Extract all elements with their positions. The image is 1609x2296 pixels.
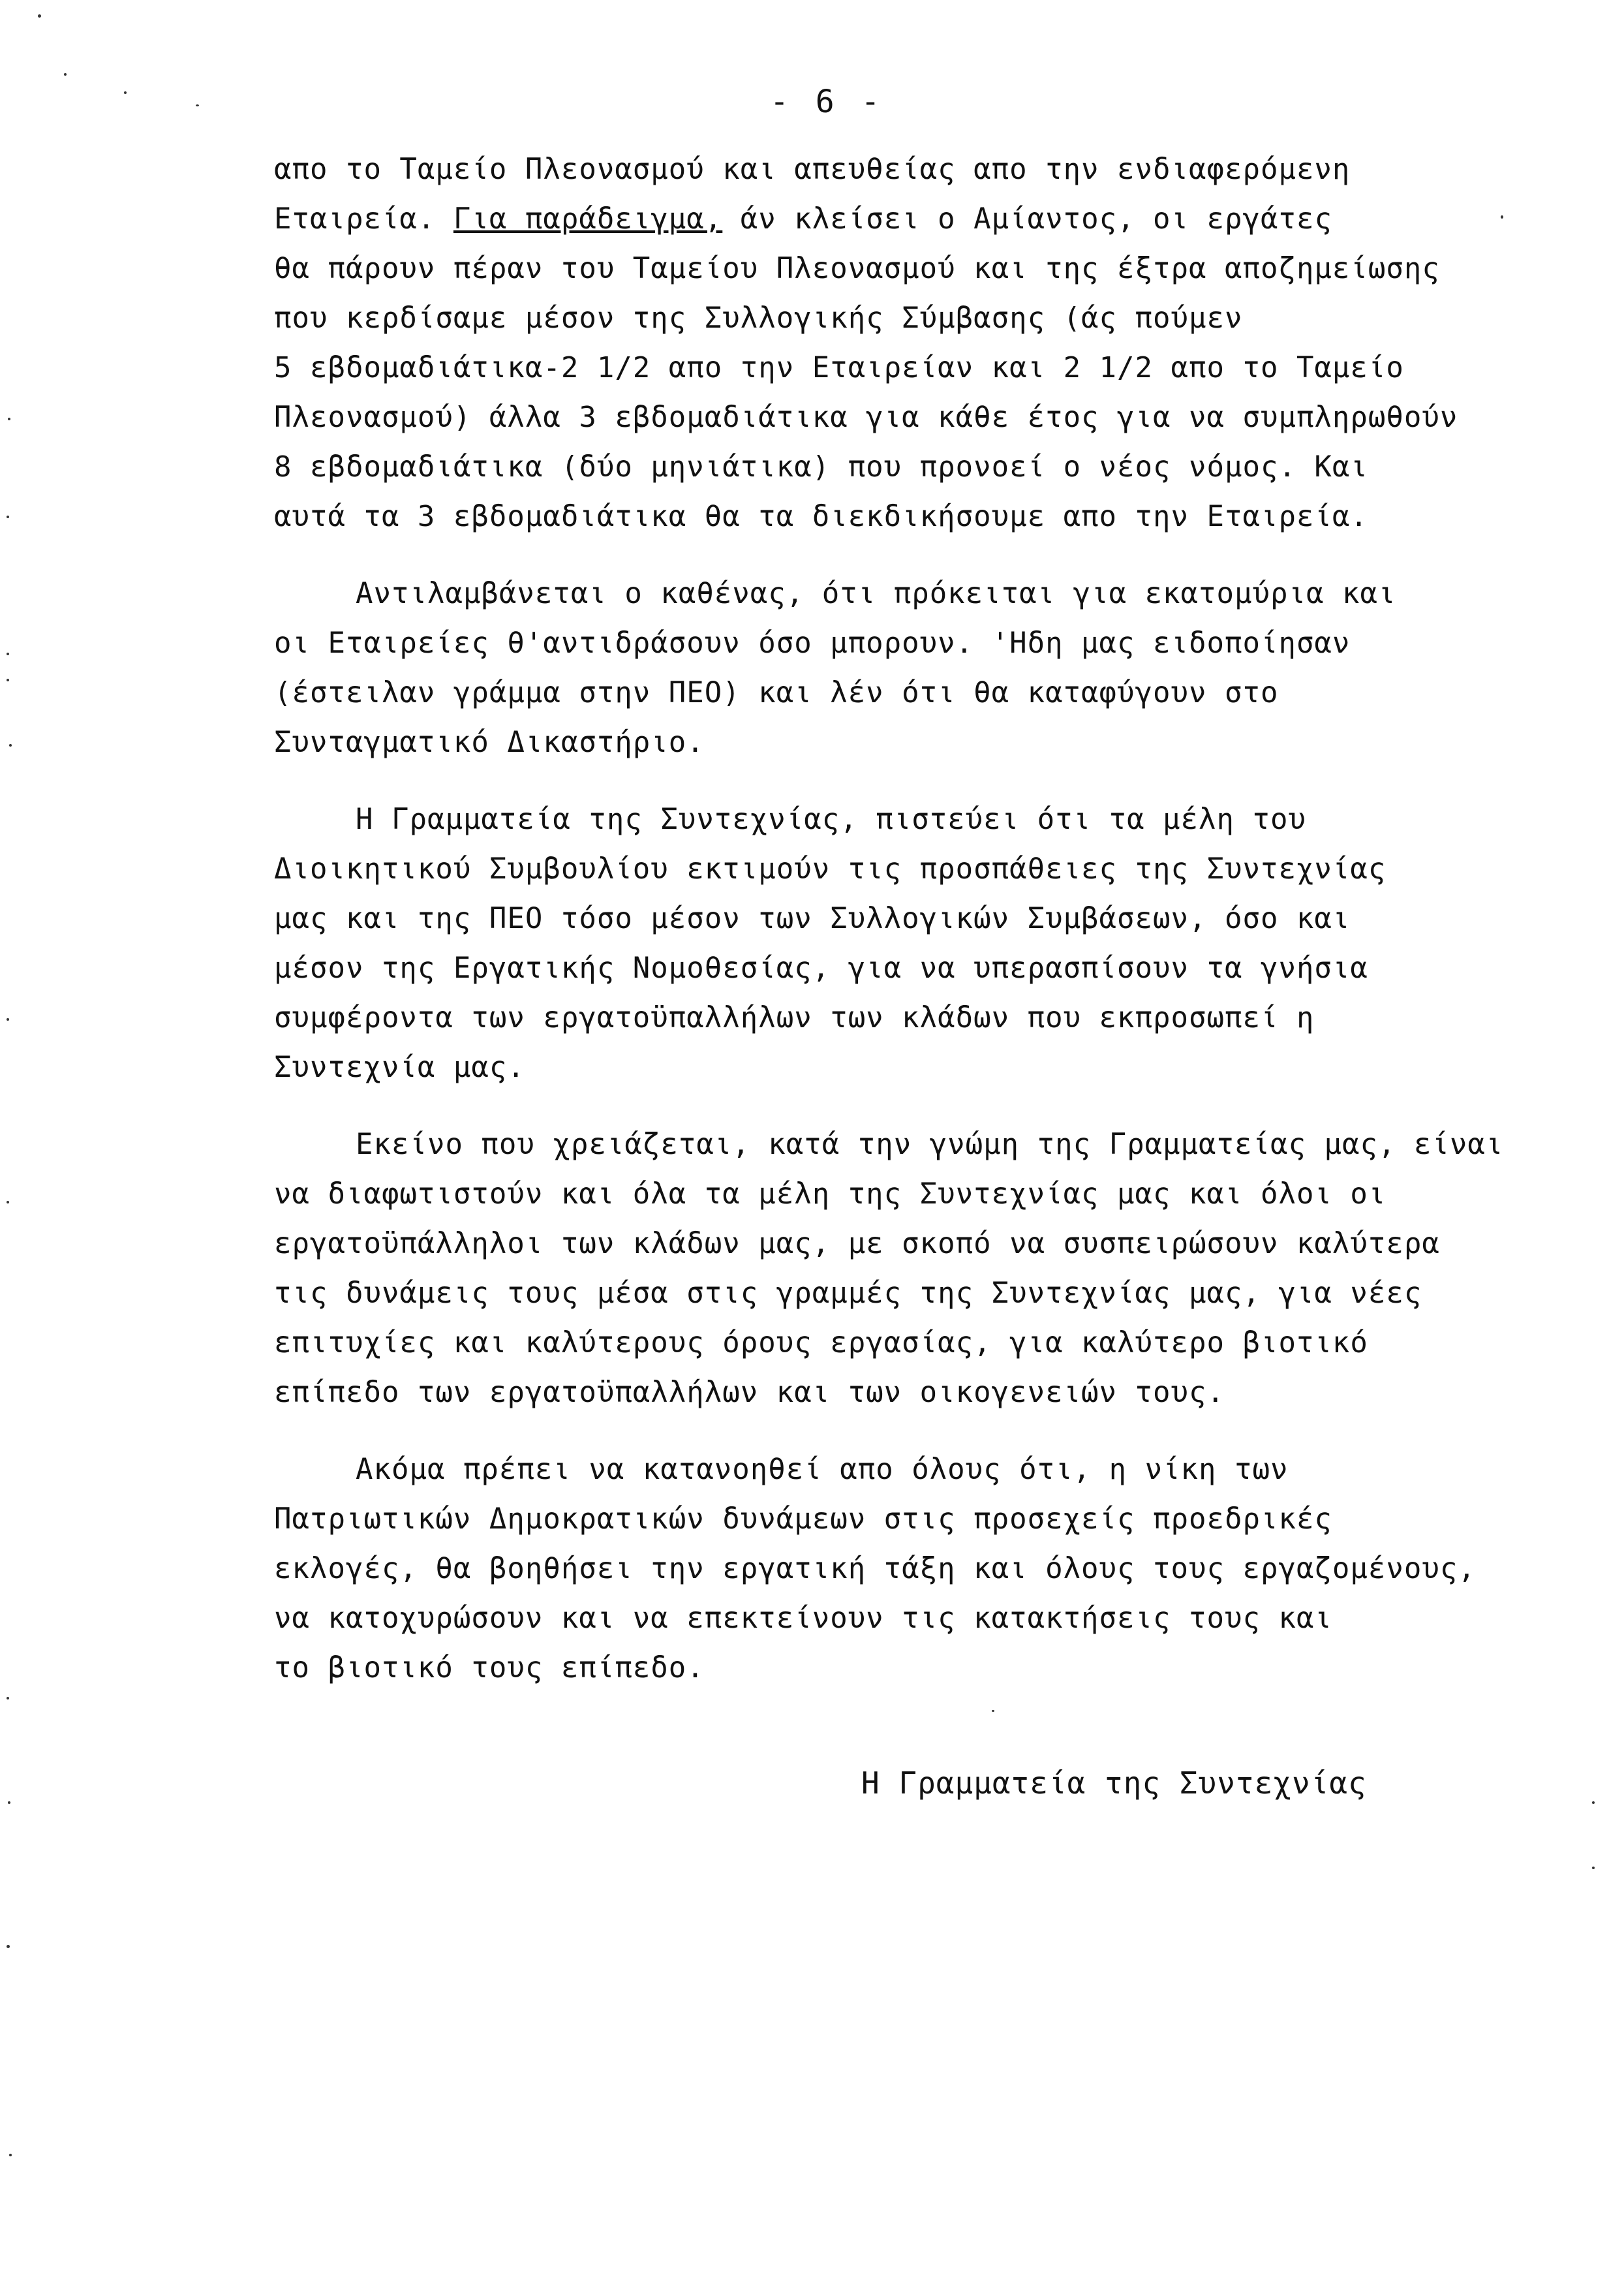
paragraph-2 (274, 569, 1572, 768)
text-line: 5 εβδομαδιάτικα-2 1/2 απο την Εταιρείαν και 2 1/2 απο το Ταμείο (274, 351, 1404, 384)
text-line: Συνταγματικό Δικαστήριο. (274, 726, 705, 759)
paragraph-4 (274, 1120, 1572, 1418)
text-line: επίπεδο των εργατοϋπαλλήλων και των οικογενειών τους. (274, 1376, 1225, 1409)
scan-speck (7, 653, 9, 655)
text-line: επιτυχίες και καλύτερους όρους εργασίας, για καλύτερο βιοτικό (274, 1326, 1368, 1359)
paragraph-1 (274, 145, 1572, 542)
text-line: τις δυνάμεις τους μέσα στις γραμμές της Συντεχνίας μας, για νέες (274, 1277, 1422, 1310)
scan-speck (9, 2154, 12, 2156)
scan-speck (1501, 215, 1503, 219)
scan-speck (196, 104, 199, 106)
scan-speck (1592, 1801, 1595, 1804)
paragraph-spacer (274, 1418, 1572, 1445)
page-number: - 6 - (770, 84, 884, 120)
signature-line: Η Γραμματεία της Συντεχνίας (861, 1765, 1367, 1801)
scan-speck (64, 73, 67, 76)
text-line: που κερδίσαμε μέσον της Συλλογικής Σύμβασης (άς πούμεν (274, 302, 1243, 335)
scan-speck (7, 1697, 9, 1699)
text-segment: άν κλείσει ο Αμίαντος, οι εργάτες (722, 202, 1332, 236)
scan-speck (7, 679, 9, 681)
text-line: αυτά τα 3 εβδομαδιάτικα θα τα διεκδικήσουμε απο την Εταιρεία. (274, 500, 1368, 533)
document-body (274, 145, 1572, 1693)
paragraph-spacer (274, 768, 1572, 795)
scan-speck (7, 1945, 10, 1948)
text-segment: Εταιρεία. (274, 202, 436, 236)
text-line: απο το Ταμείο Πλεονασμού και απευθείας απο την ενδιαφερόμενη (274, 153, 1351, 186)
scan-speck (7, 516, 9, 518)
text-line: να διαφωτιστούν και όλα τα μέλη της Συντεχνίας μας και όλοι οι (274, 1177, 1387, 1211)
scan-speck (38, 14, 41, 18)
text-line: μέσον της Εργατικής Νομοθεσίας, για να υπερασπίσουν τα γνήσια (274, 952, 1368, 985)
text-line: οι Εταιρείες θ'αντιδράσουν όσο μπορουν. 'Ηδη μας ειδοποίησαν (274, 627, 1351, 660)
text-line: Εκείνο που χρειάζεται, κατά την γνώμη της Γραμματείας μας, είναι (356, 1128, 1504, 1161)
scan-speck (992, 1710, 994, 1712)
text-line (274, 194, 1572, 244)
text-line: συμφέροντα των εργατοϋπαλλήλων των κλάδων που εκπροσωπεί η (274, 1001, 1315, 1034)
text-line: εκλογές, θα βοηθήσει την εργατική τάξη και όλους τους εργαζομένους, (274, 1552, 1476, 1585)
text-line: Η Γραμματεία της Συντεχνίας, πιστεύει ότι τα μέλη του (356, 803, 1306, 836)
text-line: το βιοτικό τους επίπεδο. (274, 1651, 705, 1684)
scan-speck (7, 1201, 9, 1203)
scan-speck (1592, 1867, 1595, 1869)
paragraph-3 (274, 795, 1572, 1093)
scan-speck (8, 1801, 10, 1804)
text-line: Συντεχνία μας. (274, 1051, 525, 1084)
scan-speck (8, 418, 10, 420)
paragraph-5 (274, 1445, 1572, 1693)
text-line: (έστειλαν γράμμα στην ΠΕΟ) και λέν ότι θα καταφύγουν στο (274, 676, 1279, 709)
text-line: Πλεονασμού) άλλα 3 εβδομαδιάτικα για κάθε έτος για να συμπληρωθούν (274, 401, 1458, 434)
scan-speck (124, 91, 127, 94)
paragraph-spacer (274, 1093, 1572, 1120)
text-line: μας και της ΠΕΟ τόσο μέσον των Συλλογικών Συμβάσεων, όσο και (274, 902, 1351, 935)
text-line: εργατοϋπάλληλοι των κλάδων μας, με σκοπό να συσπειρώσουν καλύτερα (274, 1227, 1440, 1260)
text-line: Ακόμα πρέπει να κατανοηθεί απο όλους ότι, η νίκη των (356, 1453, 1289, 1486)
scan-speck (7, 1018, 9, 1021)
underlined-phrase: Για παράδειγμα, (453, 202, 723, 236)
text-line: 8 εβδομαδιάτικα (δύο μηνιάτικα) που προνοεί ο νέος νόμος. Και (274, 450, 1368, 484)
text-line: θα πάρουν πέραν του Ταμείου Πλεονασμού και της έξτρα αποζημείωσης (274, 252, 1440, 285)
text-line: Αντιλαμβάνεται ο καθένας, ότι πρόκειται για εκατομύρια και (356, 577, 1396, 610)
text-line: Πατριωτικών Δημοκρατικών δυνάμεων στις προσεχείς προεδρικές (274, 1502, 1332, 1536)
paragraph-spacer (274, 542, 1572, 569)
text-line: Διοικητικού Συμβουλίου εκτιμούν τις προσπάθειες της Συντεχνίας (274, 852, 1387, 886)
text-line: να κατοχυρώσουν και να επεκτείνουν τις κατακτήσεις τους και (274, 1602, 1332, 1635)
scan-speck (9, 744, 12, 747)
